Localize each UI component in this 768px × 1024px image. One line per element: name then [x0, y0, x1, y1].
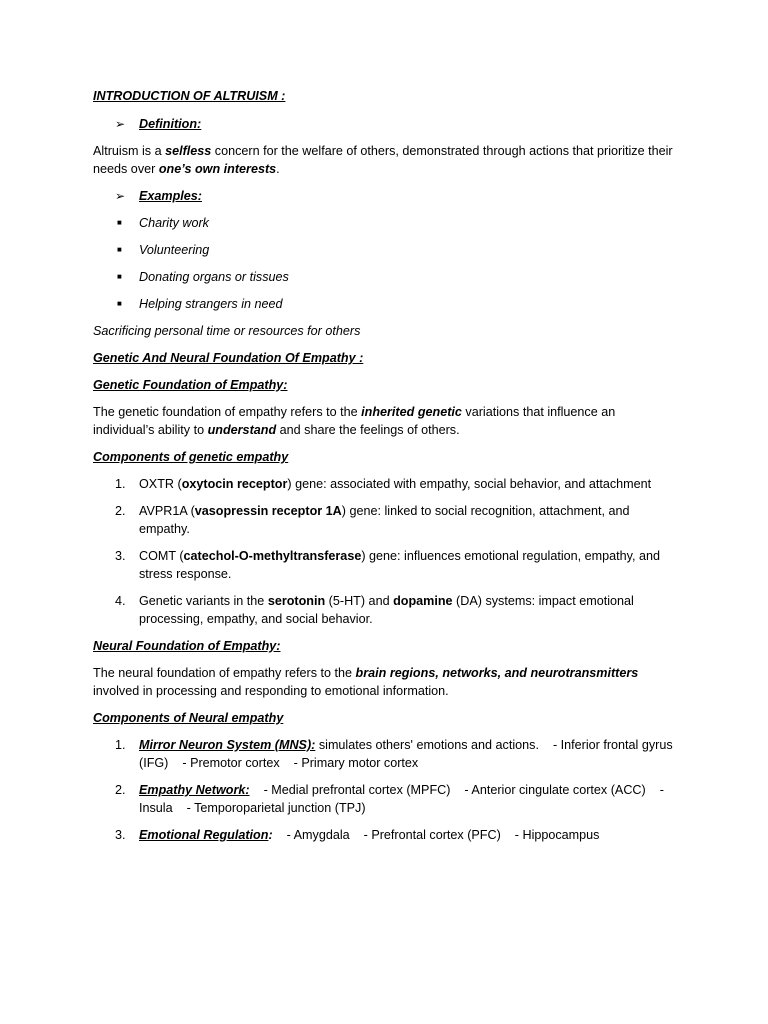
list-number: 3.	[115, 549, 126, 563]
square-bullet-icon: ■	[117, 299, 122, 308]
square-bullet-icon: ■	[117, 218, 122, 227]
list-number: 1.	[115, 477, 126, 491]
item-post: ) gene: associated with empathy, social behavior, and attachment	[287, 477, 652, 491]
list-item	[93, 295, 678, 313]
list-number: 2.	[115, 504, 126, 518]
genetic-bold-2: understand	[207, 423, 277, 437]
definition-label: Definition:	[139, 117, 202, 131]
definition-text-2: concern for the welfare of others, demonstrated through actions that prioritize their needs over	[93, 144, 673, 176]
genetic-item-text	[139, 547, 678, 583]
document-page	[93, 87, 678, 853]
definition-text-3: .	[276, 162, 280, 176]
item-bold: oxytocin receptor	[181, 477, 288, 491]
list-item	[93, 241, 678, 259]
examples-heading-row	[93, 187, 678, 205]
list-item	[93, 826, 678, 844]
item-bold-2: dopamine	[393, 594, 453, 608]
genetic-text-2: variations that influence an individual’s ability to	[93, 405, 616, 437]
square-bullet-icon: ■	[117, 245, 122, 254]
definition-heading-row	[93, 115, 678, 133]
genetic-text-3: and share the feelings of others.	[276, 423, 460, 437]
list-item	[93, 475, 678, 493]
neural-item-text	[139, 736, 678, 772]
genetic-neural-heading: Genetic And Neural Foundation Of Empathy :	[93, 351, 364, 365]
arrow-bullet-icon: ➢	[115, 189, 126, 203]
neural-item-label: Emotional Regulation	[139, 828, 269, 842]
list-item	[93, 547, 678, 583]
item-pre: Genetic variants in the	[139, 594, 268, 608]
intro-heading: INTRODUCTION OF ALTRUISM :	[93, 89, 286, 103]
components-genetic-heading: Components of genetic empathy	[93, 450, 289, 464]
list-item	[93, 592, 678, 628]
item-bold: catechol-O-methyltransferase	[183, 549, 362, 563]
list-item	[93, 781, 678, 817]
item-post: (DA) systems: impact emotional processing, empathy, and social behavior.	[139, 594, 634, 626]
list-item	[93, 268, 678, 286]
arrow-bullet-icon: ➢	[115, 117, 126, 131]
genetic-item-text	[139, 502, 678, 538]
example-item: Helping strangers in need	[139, 297, 283, 311]
definition-paragraph	[93, 142, 678, 178]
examples-label: Examples:	[139, 189, 202, 203]
item-post: ) gene: influences emotional regulation, empathy, and stress response.	[139, 549, 661, 581]
genetic-bold-1: inherited genetic	[361, 405, 462, 419]
item-pre: AVPR1A (	[139, 504, 195, 518]
square-bullet-icon: ■	[117, 272, 122, 281]
examples-trailing: Sacrificing personal time or resources for others	[93, 324, 361, 338]
neural-item-text	[139, 781, 678, 817]
genetic-text-1: The genetic foundation of empathy refers to the	[93, 405, 362, 419]
neural-item-label: Empathy Network:	[139, 783, 250, 797]
example-item: Donating organs or tissues	[139, 270, 289, 284]
neural-paragraph	[93, 664, 678, 700]
list-item	[93, 214, 678, 232]
definition-bold-2: one’s own interests	[158, 162, 277, 176]
item-bold: serotonin	[267, 594, 326, 608]
list-item	[93, 736, 678, 772]
list-number: 1.	[115, 738, 126, 752]
components-neural-heading: Components of Neural empathy	[93, 711, 284, 725]
neural-text-1: The neural foundation of empathy refers to the	[93, 666, 356, 680]
genetic-item-text	[139, 475, 678, 493]
definition-bold-1: selfless	[165, 144, 212, 158]
example-item: Volunteering	[139, 243, 210, 257]
definition-text-1: Altruism is a	[93, 144, 166, 158]
list-number: 4.	[115, 594, 126, 608]
example-item: Charity work	[139, 216, 209, 230]
neural-item-label: Mirror Neuron System (MNS):	[139, 738, 316, 752]
list-item	[93, 502, 678, 538]
item-post: ) gene: linked to social recognition, attachment, and empathy.	[139, 504, 630, 536]
neural-item-body: - Medial prefrontal cortex (MPFC) - Anterior cingulate cortex (ACC) - Insula - Temporoparietal junction (TPJ)	[139, 783, 668, 815]
neural-foundation-heading: Neural Foundation of Empathy:	[93, 639, 281, 653]
neural-item-colon: :	[268, 828, 273, 842]
genetic-foundation-heading: Genetic Foundation of Empathy:	[93, 378, 288, 392]
neural-item-text	[139, 826, 678, 844]
item-pre: OXTR (	[139, 477, 182, 491]
neural-item-body: simulates others' emotions and actions. - Inferior frontal gyrus (IFG) - Premotor cortex - Primary motor cortex	[139, 738, 677, 770]
item-pre: COMT (	[139, 549, 184, 563]
genetic-item-text	[139, 592, 678, 628]
list-number: 3.	[115, 828, 126, 842]
neural-bold-1: brain regions, networks, and neurotransmitters	[355, 666, 639, 680]
item-bold: vasopressin receptor 1A	[194, 504, 342, 518]
list-number: 2.	[115, 783, 126, 797]
item-mid: (5-HT) and	[325, 594, 394, 608]
genetic-paragraph	[93, 403, 678, 439]
neural-item-body: - Amygdala - Prefrontal cortex (PFC) - Hippocampus	[272, 828, 600, 842]
neural-text-2: involved in processing and responding to emotional information.	[93, 684, 449, 698]
